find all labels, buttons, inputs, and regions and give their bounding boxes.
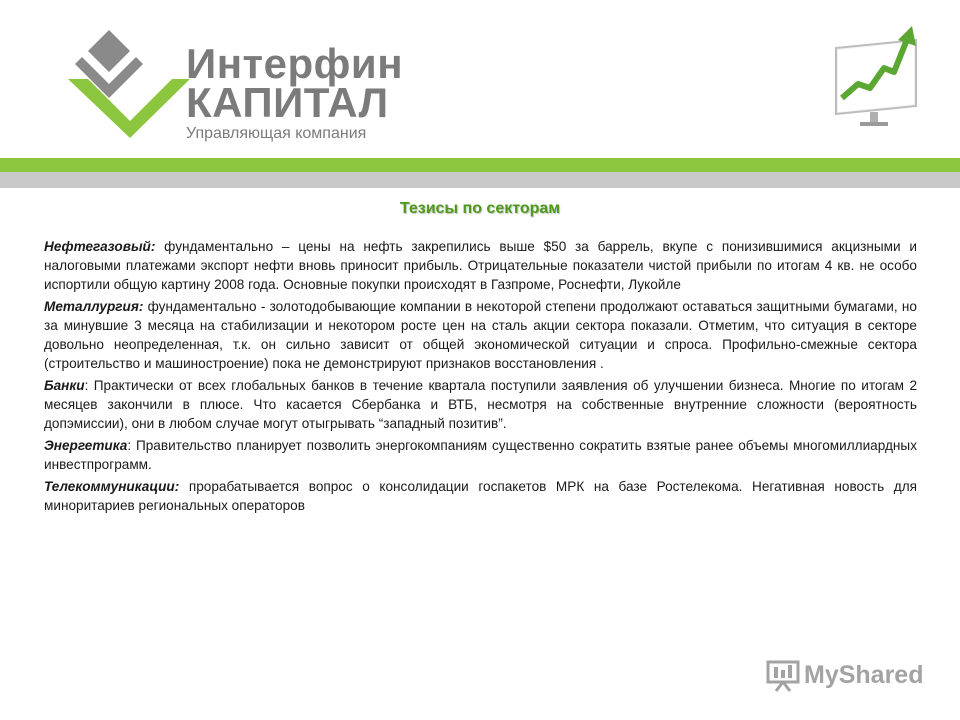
sector-text: фундаментально - золотодобывающие компании в некоторой степени продолжают оставаться защитными бумагами, но за минувшие 3 месяца на стабилизации и некотором росте цен на сталь акции сектора показали. Отметим, что ситуация в секторе довольно неопределенная, т.к. он сильно зависит от общей экономической ситуации и спроса. Профильно-смежные сектора (строительство и машиностроение) пока не демонстрируют признаков восстановления .	[44, 299, 917, 371]
brand-line-subtitle: Управляющая компания	[186, 125, 367, 142]
presentation-board-icon	[766, 658, 800, 692]
sector-text: : Практически от всех глобальных банков в течение квартала поступили заявления об улучшении бизнеса. Многие по итогам 2 месяцев закончили в плюсе. Что касается Сбербанка и ВТБ, несмотря на собственные внутренние сложности (вероятность допэмиссии), они в любом случае могут отыгрывать “западный позитив”.	[44, 378, 917, 431]
sector-text: фундаментально – цены на нефть закрепились выше $50 за баррель, вкупе с понизившимися акцизными и налоговыми платежами экспорт нефти вновь приносит прибыль. Отрицательные показатели чистой прибыли по итогам 4 кв. не особо испортили общую картину 2008 года. Основные покупки происходят в Газпроме, Роснефти, Лукойле	[44, 239, 917, 292]
watermark-text: MyShared	[804, 661, 924, 689]
sector-name: Металлургия:	[44, 299, 144, 314]
sector-paragraph-telecom	[44, 477, 917, 515]
brand-line-interfin: Интерфин	[186, 40, 404, 87]
sector-text: прорабатывается вопрос о консолидации госпакетов МРК на базе Ростелекома. Негативная новость для миноритариев региональных операторов	[44, 479, 917, 513]
sector-paragraph-metallurgy	[44, 297, 917, 373]
sector-name: Энергетика	[44, 438, 128, 453]
sector-paragraph-oil-gas	[44, 237, 917, 294]
sector-theses	[44, 237, 917, 518]
brand-line-capital: КАПИТАЛ	[186, 79, 389, 126]
sector-paragraph-banks	[44, 376, 917, 433]
sector-name: Телекоммуникации:	[44, 479, 180, 494]
interfin-logo-icon	[60, 30, 190, 138]
sector-text: : Правительство планирует позволить энергокомпаниям существенно сократить взятые ранее объемы многомиллиардных инвестпрограмм.	[44, 438, 917, 472]
brand-name	[186, 40, 404, 144]
sector-name: Нефтегазовый:	[44, 239, 156, 254]
header-green-band	[0, 158, 960, 172]
sector-name: Банки	[44, 378, 85, 393]
page-title: Тезисы по секторам	[399, 200, 561, 217]
growth-chart-icon	[832, 22, 918, 128]
sector-paragraph-energy	[44, 436, 917, 474]
header-gray-band	[0, 172, 960, 188]
